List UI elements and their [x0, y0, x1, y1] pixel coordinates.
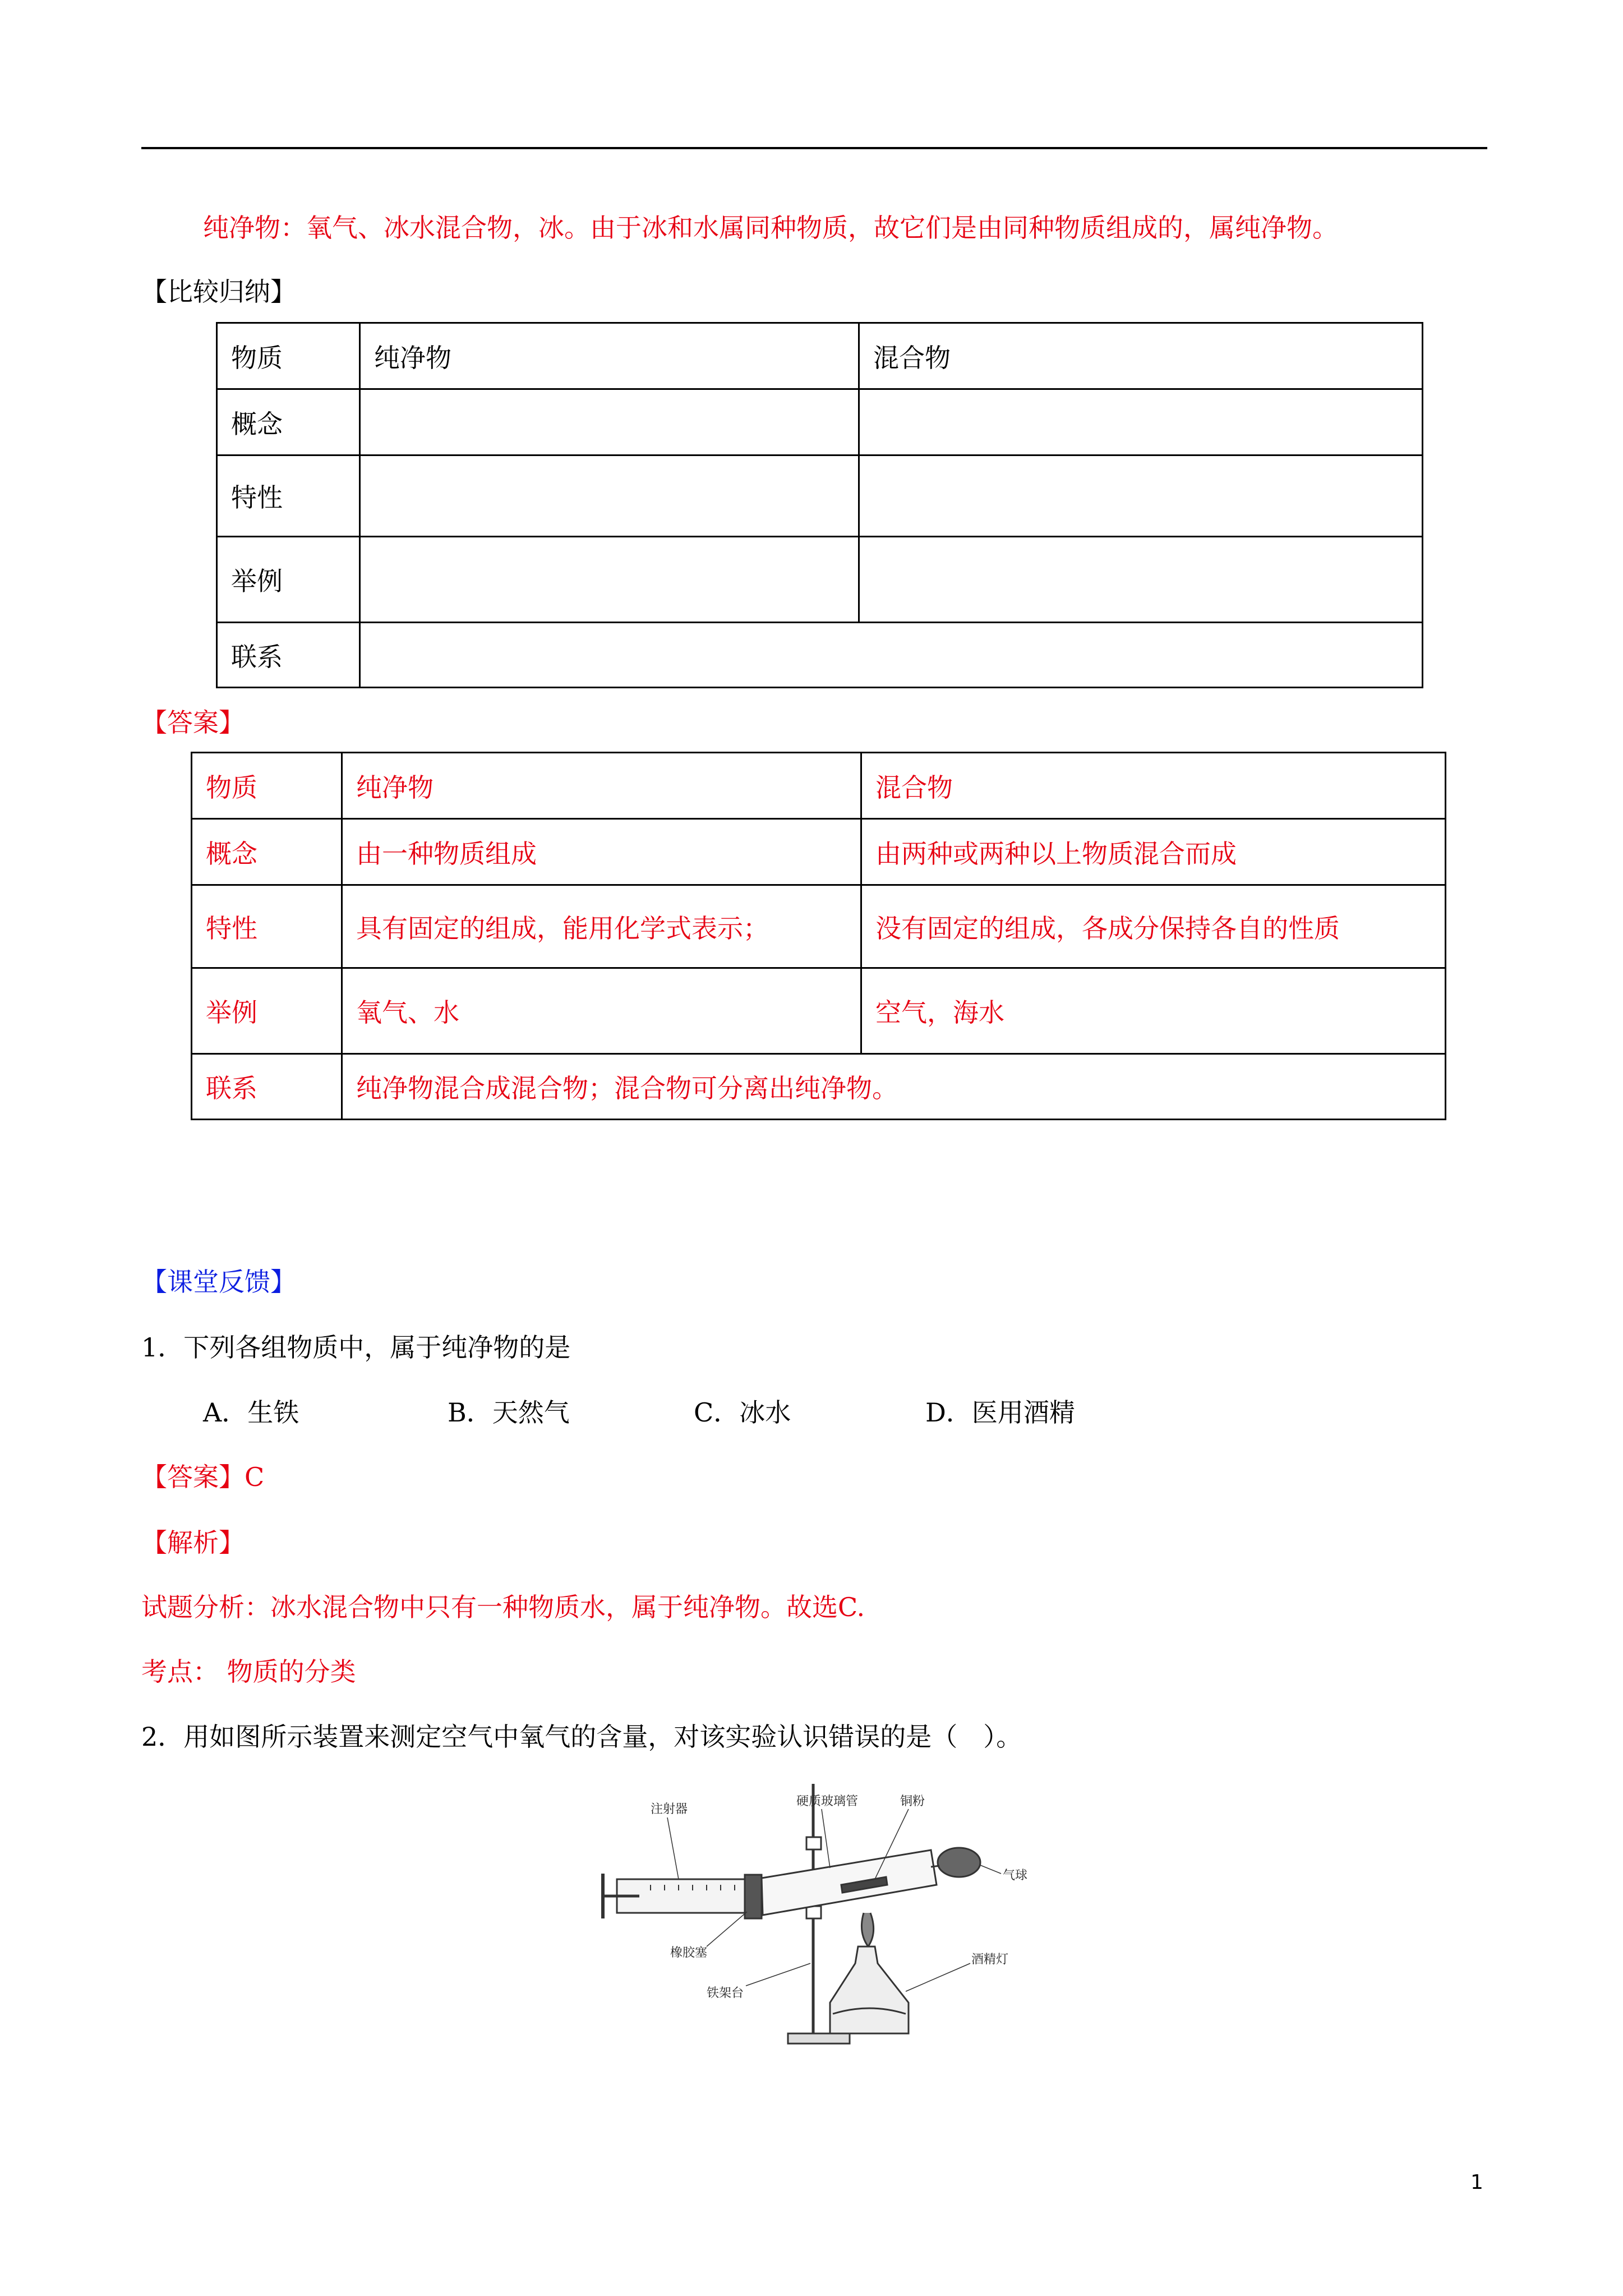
flame [861, 1913, 873, 1947]
label-copper: 铜粉 [900, 1795, 925, 1809]
table-cell: 联系 [192, 1054, 342, 1120]
table-cell: 物质 [192, 753, 342, 819]
table-cell [859, 389, 1423, 455]
page-number: 1 [1470, 2171, 1483, 2194]
label-lamp: 酒精灯 [971, 1953, 1009, 1967]
option-a: A．生铁 [203, 1397, 299, 1428]
question-1-text: 1．下列各组物质中，属于纯净物的是 [141, 1332, 571, 1363]
q1-point: 考点： 物质的分类 [141, 1657, 356, 1687]
option-b: B．天然气 [448, 1397, 570, 1428]
table-cell [360, 455, 859, 537]
clamp-lower [806, 1906, 821, 1918]
table-cell: 纯净物混合成混合物；混合物可分离出纯净物。 [342, 1054, 1446, 1120]
label-syringe: 注射器 [651, 1802, 688, 1816]
table-cell: 举例 [217, 537, 360, 623]
table-cell: 特性 [192, 885, 342, 968]
balloon [938, 1848, 980, 1877]
apparatus-figure [594, 1778, 1066, 2059]
table-cell [360, 389, 859, 455]
q1-analysis-heading: 【解析】 [141, 1527, 245, 1558]
table-cell: 混合物 [859, 323, 1423, 389]
table-cell: 特性 [217, 455, 360, 537]
table-cell [360, 623, 1423, 688]
table-cell: 举例 [192, 968, 342, 1054]
intro-line: 纯净物：氧气、冰水混合物，冰。由于冰和水属同种物质，故它们是由同种物质组成的，属纯净物。 [203, 213, 1338, 243]
table-cell: 具有固定的组成，能用化学式表示； [342, 885, 861, 968]
feedback-heading: 【课堂反馈】 [141, 1267, 296, 1297]
stand-base [788, 2033, 850, 2044]
label-stand: 铁架台 [707, 1986, 744, 2000]
q1-answer: 【答案】C [141, 1462, 265, 1492]
answer-heading: 【答案】 [141, 707, 245, 738]
table-cell: 纯净物 [360, 323, 859, 389]
table-cell [859, 537, 1423, 623]
glass-tube [762, 1850, 937, 1915]
compare-heading: 【比较归纳】 [141, 277, 296, 307]
table-cell: 没有固定的组成，各成分保持各自的性质 [861, 885, 1446, 968]
question-2-text: 2．用如图所示装置来测定空气中氧气的含量，对该实验认识错误的是（ ）。 [141, 1722, 1022, 1752]
table-cell: 联系 [217, 623, 360, 688]
table-cell: 概念 [192, 819, 342, 885]
table-cell: 纯净物 [342, 753, 861, 819]
answer-table [191, 752, 1446, 1120]
label-glass-tube: 硬质玻璃管 [796, 1795, 859, 1809]
alcohol-lamp [830, 1947, 909, 2033]
table-cell: 由两种或两种以上物质混合而成 [861, 819, 1446, 885]
table-cell [859, 455, 1423, 537]
rubber-stopper [745, 1875, 762, 1918]
q1-analysis: 试题分析：冰水混合物中只有一种物质水，属于纯净物。故选C. [141, 1592, 865, 1622]
table-cell: 物质 [217, 323, 360, 389]
table-cell: 混合物 [861, 753, 1446, 819]
table-cell: 由一种物质组成 [342, 819, 861, 885]
table-cell: 氧气、水 [342, 968, 861, 1054]
compare-table [216, 322, 1423, 688]
table-cell [360, 537, 859, 623]
option-c: C．冰水 [694, 1397, 791, 1428]
header-rule [141, 147, 1487, 149]
label-balloon: 气球 [1003, 1869, 1028, 1883]
table-cell: 空气，海水 [861, 968, 1446, 1054]
clamp-upper [806, 1837, 821, 1849]
option-d: D．医用酒精 [925, 1397, 1075, 1428]
table-cell: 概念 [217, 389, 360, 455]
label-stopper: 橡胶塞 [670, 1946, 708, 1960]
